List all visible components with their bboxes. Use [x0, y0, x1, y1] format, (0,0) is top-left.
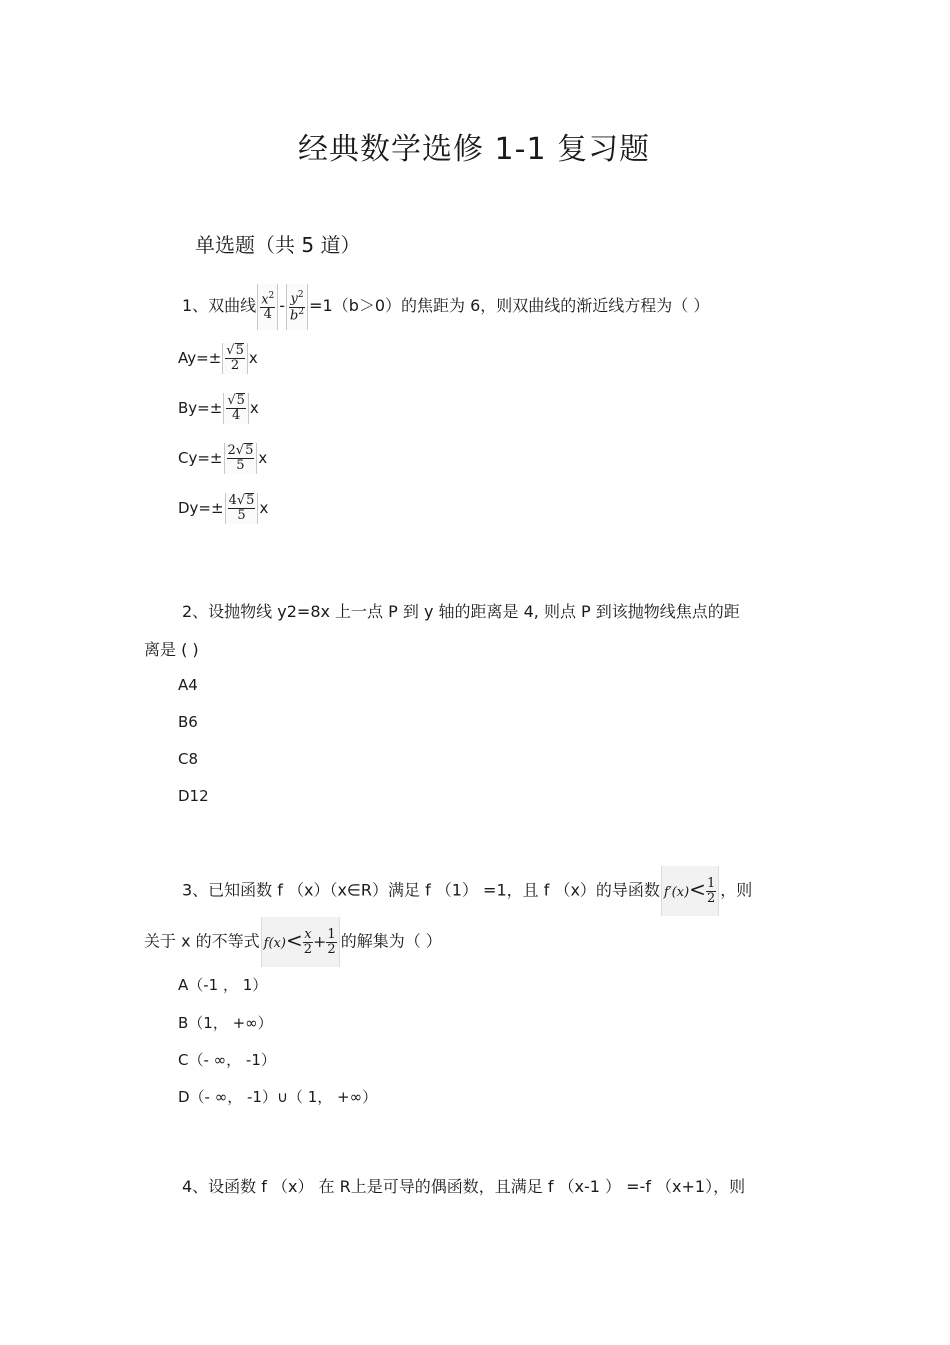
option-3-a: A（-1 ， 1）	[178, 976, 268, 994]
option-3-b: B（1， +∞）	[178, 1014, 273, 1032]
option-a-math: $\frac{√5}{2}$	[222, 343, 248, 374]
option-d-math: $\frac{4√5}{5}$	[225, 493, 259, 524]
question-3-line-2: 关于 x 的不等式 f(x)< $\frac{x}{2}$ + $\frac{1}{2}$ 的解集为（ ）	[144, 917, 442, 967]
question-2-line-2: 离是 ( )	[144, 640, 199, 659]
option-1-d: Dy=± $\frac{4√5}{5}$ x	[178, 493, 269, 524]
option-2-c: C8	[178, 750, 199, 768]
option-b-math: $\frac{√5}{4}$	[223, 393, 249, 424]
question-1-prefix: 1、双曲线	[182, 296, 257, 315]
section-heading: 单选题（共 5 道）	[195, 233, 361, 257]
question-3-line-1: 3、已知函数 f （x）（x∈R）满足 f （1） =1，且 f （x）的导函数 f′(x)< $\frac{1}{2}$ ，则	[182, 866, 752, 916]
option-3-d: D（- ∞， -1）∪（ 1， +∞）	[178, 1088, 378, 1106]
hyperbola-fraction-x: $\frac{x^2}{4}$	[257, 284, 278, 330]
option-3-c: C（- ∞， -1）	[178, 1051, 276, 1069]
option-2-b: B6	[178, 713, 198, 731]
option-1-a: Ay=± $\frac{√5}{2}$ x	[178, 343, 258, 374]
question-4-line-1: 4、设函数 f （x） 在 R上是可导的偶函数，且满足 f （x-1 ） =-f （x+1），则	[182, 1177, 746, 1196]
hyperbola-fraction-y: $\frac{y^2}{b^2}$	[286, 284, 308, 330]
option-2-a: A4	[178, 676, 198, 694]
option-1-c: Cy=± $\frac{2√5}{5}$ x	[178, 443, 268, 474]
question-1	[182, 283, 709, 330]
question-2-line-1: 2、设抛物线 y2=8x 上一点 P 到 y 轴的距离是 4, 则点 P 到该抛物线焦点的距	[182, 602, 740, 621]
inequality-math: f(x)< $\frac{x}{2}$ + $\frac{1}{2}$	[261, 917, 340, 967]
option-2-d: D12	[178, 787, 209, 805]
option-1-b: By=± $\frac{√5}{4}$ x	[178, 393, 259, 424]
page-title: 经典数学选修 1-1 复习题	[298, 132, 651, 167]
minus-sign: -	[279, 296, 286, 315]
question-1-text: =1（b＞0）的焦距为 6，则双曲线的渐近线方程为（ ）	[309, 296, 710, 315]
derivative-inequality-math: f′(x)< $\frac{1}{2}$	[661, 866, 719, 916]
option-c-math: $\frac{2√5}{5}$	[224, 443, 258, 474]
